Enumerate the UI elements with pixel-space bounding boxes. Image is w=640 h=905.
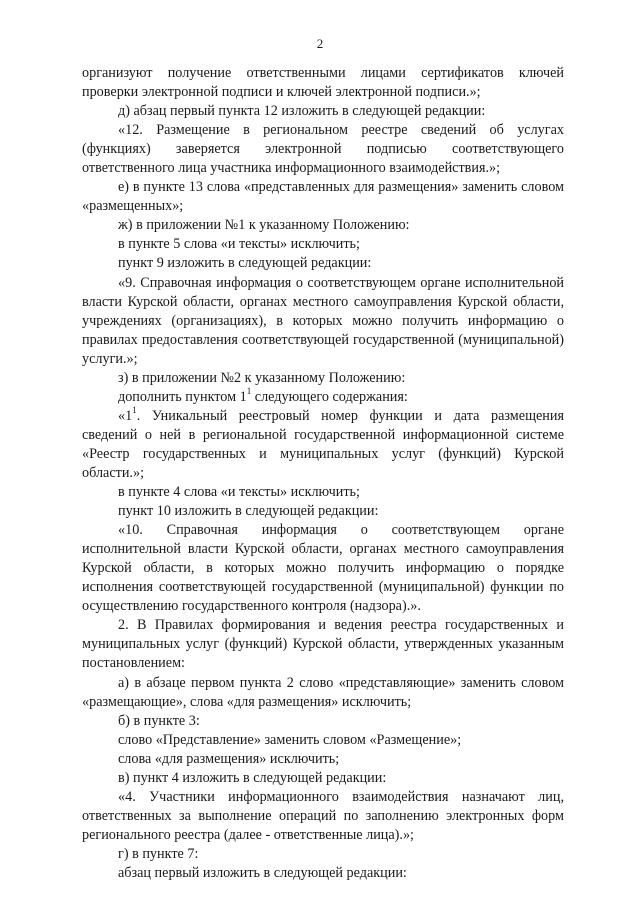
document-body [82, 64, 564, 883]
superscript: 1 [132, 405, 137, 416]
paragraph-5: ж) в приложении №1 к указанному Положению: [118, 217, 410, 234]
paragraph-21: «4. Участники информационного взаимодействия назначают лиц, ответственных за выполнение операций по заполнению электронных форм регионального реестра (далее - ответственные лица).»; [82, 788, 564, 843]
paragraph-1: организуют получение ответственными лицами сертификатов ключей проверки электронной подписи и ключей электронной подписи.»; [82, 65, 564, 101]
paragraph-16: а) в абзаце первом пункта 2 слово «представляющие» заменить словом «размещающие», слова «для размещения» исключить; [82, 674, 564, 710]
paragraph-4: е) в пункте 13 слова «представленных для размещения» заменить словом «размещенных»; [82, 179, 564, 215]
paragraph-9: з) в приложении №2 к указанному Положению: [118, 369, 406, 386]
paragraph-11-after: . Уникальный реестровый номер функции и дата размещения сведений о ней в региональной государственной информационной системе «Реестр государственных и муниципальных услуг (функций) Курской области.»; [82, 407, 564, 481]
page-number: 2 [316, 36, 324, 51]
paragraph-14: «10. Справочная информация о соответствующем органе исполнительной власти Курской области, органах местного самоуправления Курской области, в которых можно получить информацию о порядке исполнения соответствующей государственной (муниципальной) функции по осуществлению государственного контроля (надзора).». [82, 522, 564, 615]
paragraph-2: д) абзац первый пункта 12 изложить в следующей редакции: [118, 103, 486, 120]
paragraph-20: в) пункт 4 изложить в следующей редакции: [118, 769, 387, 786]
paragraph-17: б) в пункте 3: [118, 712, 200, 729]
paragraph-7: пункт 9 изложить в следующей редакции: [118, 255, 372, 272]
paragraph-18: слово «Представление» заменить словом «Размещение»; [118, 731, 462, 748]
paragraph-3: «12. Размещение в региональном реестре сведений об услугах (функциях) заверяется электронной подписью соответствующего ответственного лица участника информационного взаимодействия.»; [82, 122, 564, 177]
paragraph-19: слова «для размещения» исключить; [118, 750, 340, 767]
paragraph-15: 2. В Правилах формирования и ведения реестра государственных и муниципальных услуг (функций) Курской области, утвержденных указанным постановлением: [82, 617, 564, 672]
paragraph-23: абзац первый изложить в следующей редакции: [118, 864, 407, 881]
paragraph-13: пункт 10 изложить в следующей редакции: [118, 503, 379, 520]
paragraph-10-after: следующего содержания: [251, 388, 408, 405]
paragraph-6: в пункте 5 слова «и тексты» исключить; [118, 236, 360, 253]
paragraph-12: в пункте 4 слова «и тексты» исключить; [118, 484, 360, 501]
paragraph-22: г) в пункте 7: [118, 845, 199, 862]
paragraph-10-before: дополнить пунктом 1 [118, 388, 247, 405]
paragraph-10 [82, 388, 564, 407]
paragraph-11 [82, 407, 564, 483]
paragraph-11-before: «1 [118, 407, 133, 424]
paragraph-8: «9. Справочная информация о соответствующем органе исполнительной власти Курской области, органах местного самоуправления Курской области, учреждениях (организациях), в которых можно получить информацию о правилах предоставления соответствующей государственной (муниципальной) услуги.»; [82, 274, 564, 367]
superscript: 1 [246, 386, 252, 397]
